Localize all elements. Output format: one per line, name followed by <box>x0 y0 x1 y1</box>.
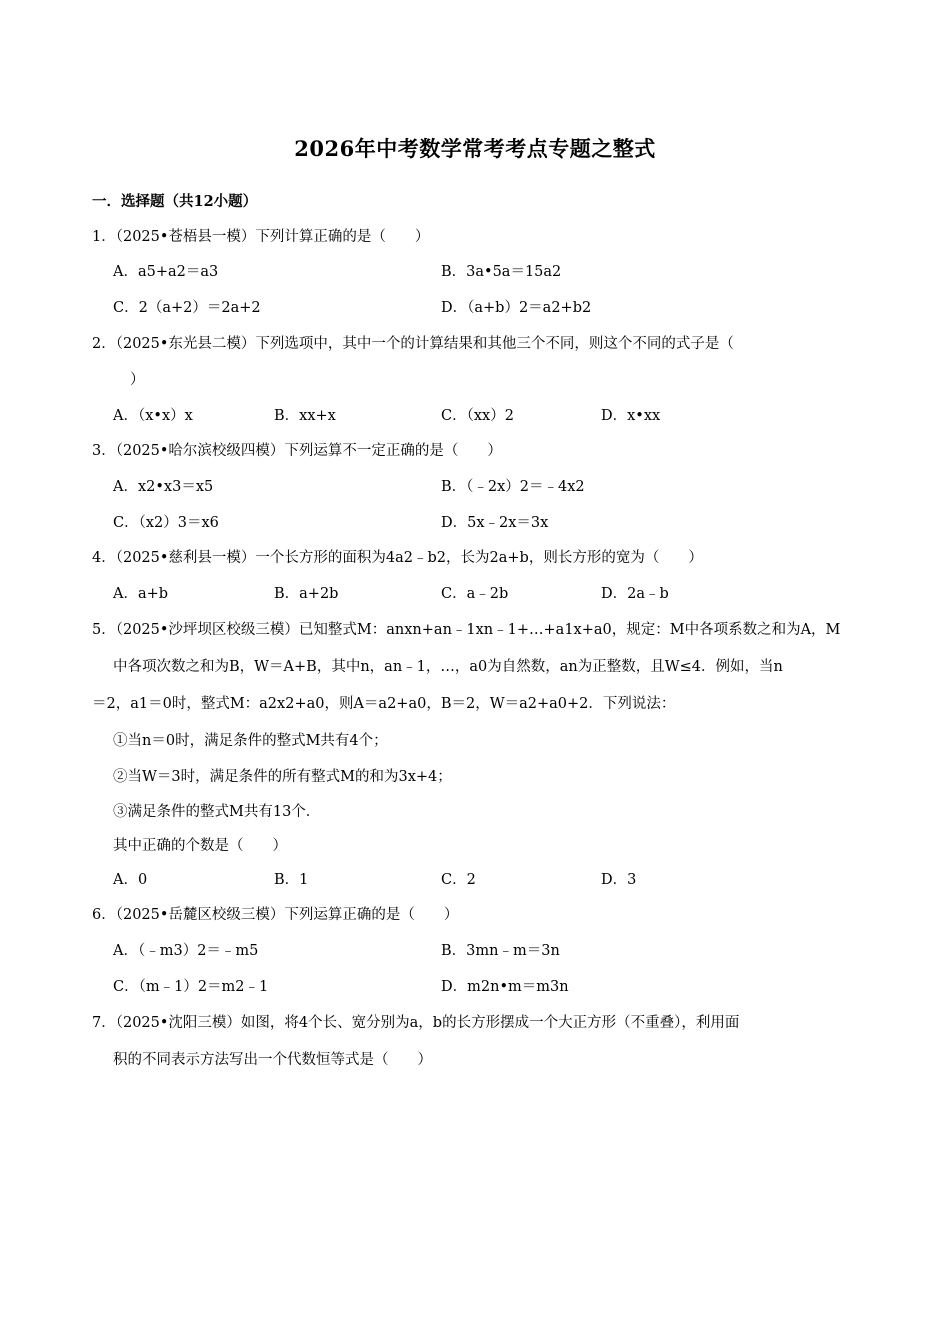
q4-option-d: D．2a﹣b <box>601 586 669 602</box>
q6-option-b: B．3mn﹣m＝3n <box>441 943 560 959</box>
q2-option-a: A．（x•x）x <box>113 408 193 424</box>
question-5-stem-line-2: 中各项次数之和为B，W＝A+B，其中n，an﹣1，…，a0为自然数，an为正整数，且W≤4．例如，当n <box>113 659 783 675</box>
q4-option-c: C．a﹣2b <box>441 586 509 602</box>
question-4-stem: 4．（2025•慈利县一模）一个长方形的面积为4a2﹣b2，长为2a+b，则长方形的宽为（ ） <box>92 550 703 566</box>
q5-option-c: C．2 <box>441 872 476 888</box>
question-3-stem: 3．（2025•哈尔滨校级四模）下列运算不一定正确的是（ ） <box>92 443 502 459</box>
q3-option-c: C．（x2）3＝x6 <box>113 515 219 531</box>
q4-option-b: B．a+2b <box>274 586 339 602</box>
question-5-statement-2: ②当W＝3时，满足条件的所有整式M的和为3x+4； <box>113 769 452 785</box>
q1-option-b: B．3a•5a＝15a2 <box>441 264 562 280</box>
q6-option-a: A．（﹣m3）2＝﹣m5 <box>113 943 259 959</box>
q6-option-d: D．m2n•m＝m3n <box>441 979 569 995</box>
question-5-statement-1: ①当n＝0时，满足条件的整式M共有4个； <box>113 733 388 749</box>
q5-option-d: D．3 <box>601 872 637 888</box>
q5-option-a: A．0 <box>113 872 148 888</box>
q6-option-c: C．（m﹣1）2＝m2﹣1 <box>113 979 269 995</box>
q3-option-d: D．5x﹣2x＝3x <box>441 515 549 531</box>
question-5-stem-line-1: 5．（2025•沙坪坝区校级三模）已知整式M：anxn+an﹣1xn﹣1+…+a1x+a0，规定：M中各项系数之和为A，M <box>92 622 841 638</box>
q1-option-c: C．2（a+2）＝2a+2 <box>113 300 261 316</box>
q3-option-b: B．（﹣2x）2＝﹣4x2 <box>441 479 585 495</box>
question-7-stem-line-2: 积的不同表示方法写出一个代数恒等式是（ ） <box>113 1052 432 1068</box>
q2-option-c: C．（xx）2 <box>441 408 514 424</box>
question-1-stem: 1．（2025•苍梧县一模）下列计算正确的是（ ） <box>92 229 430 245</box>
question-2-stem: 2．（2025•东光县二模）下列选项中，其中一个的计算结果和其他三个不同，则这个不同的式子是（ <box>92 336 734 352</box>
q1-option-a: A．a5+a2＝a3 <box>113 264 219 280</box>
q5-option-b: B．1 <box>274 872 309 888</box>
q2-option-b: B．xx+x <box>274 408 336 424</box>
q3-option-a: A．x2•x3＝x5 <box>113 479 214 495</box>
page-title: 2026年中考数学常考考点专题之整式 <box>294 136 656 161</box>
section-heading: 一．选择题（共12小题） <box>92 193 258 210</box>
q4-option-a: A．a+b <box>113 586 169 602</box>
question-5-stem-line-3: ＝2，a1＝0时，整式M：a2x2+a0，则A＝a2+a0，B＝2，W＝a2+a0+2．下列说法： <box>92 696 676 712</box>
question-5-statement-3: ③满足条件的整式M共有13个． <box>113 804 321 820</box>
q2-option-d: D．x•xx <box>601 408 661 424</box>
question-5-ask: 其中正确的个数是（ ） <box>113 838 287 854</box>
question-6-stem: 6．（2025•岳麓区校级三模）下列运算正确的是（ ） <box>92 907 459 923</box>
question-7-stem-line-1: 7．（2025•沈阳三模）如图，将4个长、宽分别为a，b的长方形摆成一个大正方形（不重叠），利用面 <box>92 1015 740 1031</box>
q1-option-d: D．（a+b）2＝a2+b2 <box>441 300 592 316</box>
question-2-stem-end: ） <box>130 372 145 388</box>
